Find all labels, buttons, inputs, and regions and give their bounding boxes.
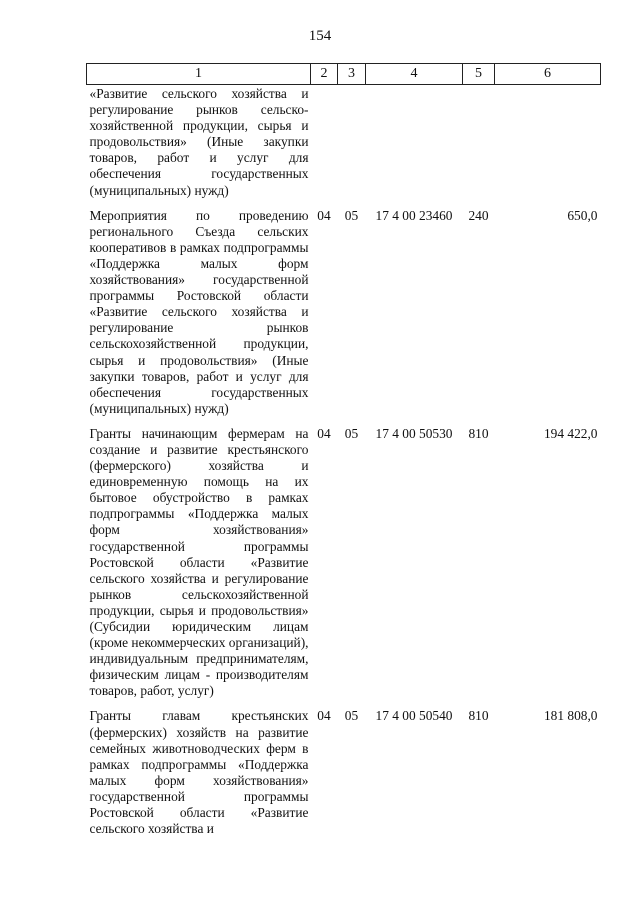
row-target-article: 17 4 00 23460 [375,207,453,223]
table-row [87,417,601,700]
row-description: «Развитие сельского хозяйства и регулирование рынков сельско-хозяйственной продукции, сырья и продовольствия» (Иные закупки товаров, работ и услуг для обеспечения государственных (муниципальных) нужд) [89,86,309,198]
header-cell-target-article: 4 [366,64,463,85]
header-cell-subsection: 3 [338,64,366,85]
row-subsection: 05 [344,207,359,223]
row-expense-type: 810 [468,708,489,724]
table-row [87,699,601,837]
row-target-article: 17 4 00 50540 [375,708,453,724]
row-subsection: 05 [344,425,359,441]
table-row [87,199,601,417]
row-amount [495,85,601,199]
header-cell-expense-type: 5 [463,64,495,85]
row-target-article [366,85,463,199]
row-expense-type [463,85,495,199]
row-subsection: 05 [344,708,359,724]
row-section: 04 [317,425,331,441]
header-cell-section: 2 [311,64,338,85]
table-row [87,85,601,199]
row-amount: 650,0 [567,207,598,223]
table-body [87,85,601,838]
row-section: 04 [317,207,331,223]
budget-table [86,63,601,837]
row-subsection [338,85,366,199]
header-row [87,64,601,85]
header-cell-amount: 6 [495,64,601,85]
page-number: 154 [308,28,332,44]
table-header [87,64,601,85]
row-section: 04 [317,708,331,724]
header-cell-name: 1 [87,64,311,85]
row-description: Гранты начинающим фермерам на создание и развитие крестьянского (фермерского) хозяйства и единовременную помощь на их бытовое обустройство в рамках подпрограммы «Поддержка малых форм хозяйствования» государственной программы Ростовской области «Развитие сельского хозяйства и регулирование рынков сельскохозяйственной продукции, сырья и продовольствия» (Субсидии юридическим лицам (кроме некоммерческих организаций), индивидуальным предпринимателям, физическим лицам - производителям товаров, работ, услуг) [89,425,309,699]
row-section [311,85,338,199]
row-target-article: 17 4 00 50530 [375,425,453,441]
row-amount: 181 808,0 [543,708,598,724]
row-amount: 194 422,0 [543,425,598,441]
row-expense-type: 810 [468,425,489,441]
row-expense-type: 240 [468,207,489,223]
row-description: Гранты главам крестьянских (фермерских) хозяйств на развитие семейных животноводческих ферм в рамках подпрограммы «Поддержка малых форм хозяйствования» государственной программы Ростовской области «Развитие сельского хозяйства и [89,708,309,837]
row-description: Мероприятия по проведению регионального Съезда сельских кооперативов в рамках подпрограммы «Поддержка малых форм хозяйствования» государственной программы Ростовской области «Развитие сельского хозяйства и регулирование рынков сельскохозяйственной продукции, сырья и продовольствия» (Иные закупки товаров, работ и услуг для обеспечения государственных (муниципальных) нужд) [89,207,309,416]
